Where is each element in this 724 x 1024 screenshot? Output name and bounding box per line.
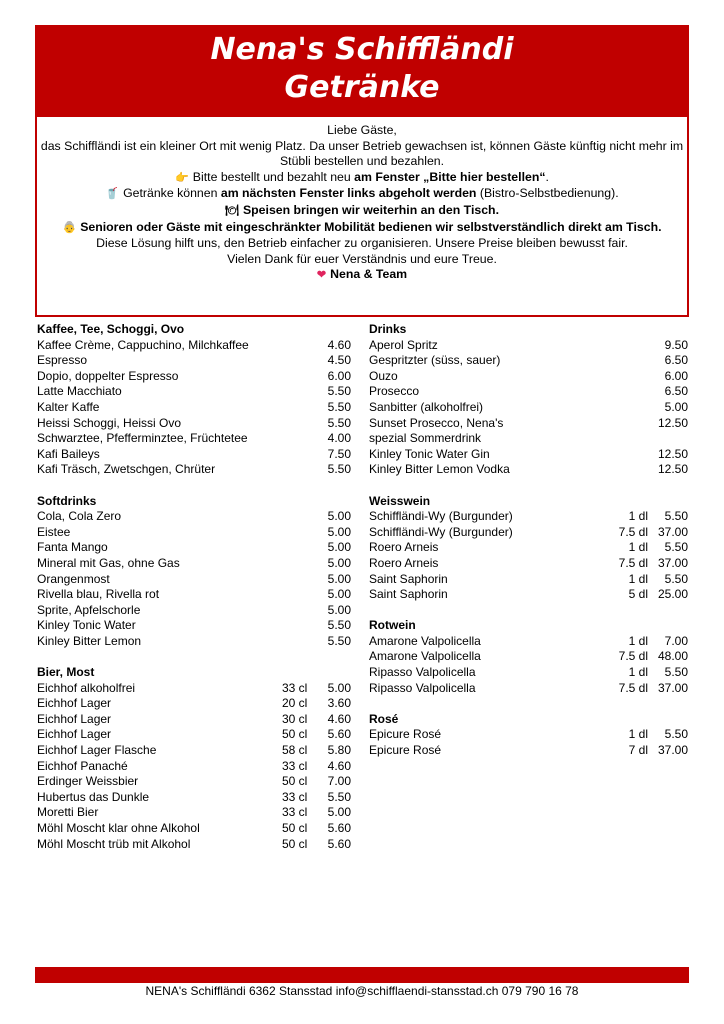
item-price: 4.60	[327, 711, 351, 726]
senior-person-icon: 👵	[62, 221, 77, 234]
item-price: 5.00	[327, 587, 351, 602]
item-quantity: 1 dl	[628, 727, 648, 742]
item-name: Ripasso Valpolicella	[369, 680, 476, 695]
menu-item	[37, 603, 352, 619]
item-name: Sunset Prosecco, Nena's spezial Sommerdrink	[369, 415, 504, 446]
item-price: 7.50	[327, 446, 351, 461]
item-price: 37.00	[657, 680, 688, 695]
menu-item	[369, 338, 689, 354]
item-price: 5.50	[664, 727, 688, 742]
footer-bar	[35, 967, 689, 983]
item-name: Amarone Valpolicella	[369, 649, 481, 664]
item-price: 25.00	[657, 587, 688, 602]
menu-item	[37, 805, 352, 821]
menu-item	[37, 821, 352, 837]
menu-item	[37, 353, 352, 369]
notice-senior-line: 👵 Senioren oder Gäste mit eingeschränkter Mobilität bedienen wir selbstverständlich direkt am Tisch.	[37, 220, 687, 237]
item-price: 6.50	[664, 353, 688, 368]
menu-item	[369, 540, 689, 556]
section-heading: Rotwein	[369, 618, 416, 633]
item-quantity: 50 cl	[282, 821, 308, 835]
menu-item	[37, 837, 352, 853]
item-quantity: 30 cl	[282, 711, 308, 726]
item-name: Aperol Spritz	[369, 337, 438, 352]
item-price: 5.00	[327, 680, 351, 695]
item-price: 12.50	[657, 415, 688, 430]
menu-item	[37, 681, 352, 697]
menu-item	[369, 649, 689, 665]
item-name: Eichhof Lager	[37, 696, 112, 711]
item-price: 5.00	[327, 524, 351, 539]
item-quantity: 50 cl	[282, 774, 308, 789]
item-quantity: 1 dl	[628, 540, 648, 555]
item-quantity: 33 cl	[282, 789, 308, 804]
item-price: 5.50	[664, 665, 688, 680]
menu-header	[35, 25, 689, 117]
section-heading: Weisswein	[369, 493, 431, 508]
item-price: 4.60	[327, 337, 351, 352]
item-price: 7.00	[664, 633, 688, 648]
item-quantity: 50 cl	[282, 836, 308, 851]
section-heading: Bier, Most	[37, 665, 95, 680]
item-quantity: 7.5 dl	[618, 524, 648, 539]
section-softdrinks	[37, 494, 352, 650]
menu-item	[369, 665, 689, 681]
item-name: Sanbitter (alkoholfrei)	[369, 399, 484, 414]
menu-item	[37, 369, 352, 385]
menu-item	[369, 447, 689, 463]
section-rose	[369, 712, 689, 759]
item-price: 5.50	[327, 384, 351, 399]
item-name: Espresso	[37, 353, 88, 368]
menu-item	[369, 369, 689, 385]
item-name: Kafi Baileys	[37, 446, 100, 461]
item-price: 5.00	[327, 509, 351, 524]
menu-item	[369, 572, 689, 588]
item-name: Kalter Kaffe	[37, 399, 100, 414]
item-name: Schiffländi-Wy (Burgunder)	[369, 524, 513, 539]
item-name: Epicure Rosé	[369, 743, 442, 758]
item-name: Latte Macchiato	[37, 384, 122, 399]
menu-item	[369, 462, 689, 478]
item-quantity: 33 cl	[282, 758, 308, 773]
menu-item	[37, 774, 352, 790]
section-weisswein	[369, 494, 689, 603]
item-name: Orangenmost	[37, 571, 110, 586]
item-price: 5.60	[327, 727, 351, 742]
item-quantity: 33 cl	[282, 805, 308, 820]
item-price: 48.00	[657, 649, 688, 664]
section-drinks	[369, 322, 689, 478]
item-name: Eichhof alkoholfrei	[37, 680, 136, 695]
item-name: Gespritzter (süss, sauer)	[369, 353, 501, 368]
item-quantity: 1 dl	[628, 633, 648, 648]
item-name: Kinley Tonic Water	[37, 618, 136, 633]
item-price: 5.60	[327, 836, 351, 851]
item-price: 5.50	[327, 633, 351, 648]
item-name: Cola, Cola Zero	[37, 509, 122, 524]
item-name: Kinley Bitter Lemon Vodka	[369, 462, 510, 477]
menu-item	[37, 384, 352, 400]
menu-item	[369, 634, 689, 650]
notice-pickup-line: 🥤 Getränke können am nächsten Fenster links abgeholt werden (Bistro-Selbstbedienung).	[37, 186, 687, 203]
item-price: 12.50	[657, 446, 688, 461]
item-quantity: 7 dl	[628, 743, 648, 758]
item-name: Amarone Valpolicella	[369, 633, 481, 648]
menu-item	[37, 587, 352, 603]
item-name: Heissi Schoggi, Heissi Ovo	[37, 415, 182, 430]
item-name: Eichhof Panaché	[37, 758, 128, 773]
menu-item	[37, 727, 352, 743]
section-heading: Rosé	[369, 711, 399, 726]
plate-cutlery-icon: 🍽	[225, 204, 239, 217]
item-quantity: 5 dl	[628, 587, 648, 602]
item-price: 5.50	[327, 618, 351, 633]
menu-item	[369, 384, 689, 400]
menu-item	[37, 790, 352, 806]
item-price: 5.00	[327, 571, 351, 586]
menu-item	[37, 447, 352, 463]
item-price: 4.50	[327, 353, 351, 368]
restaurant-title: Nena's Schiffländi	[210, 32, 514, 67]
item-price: 5.00	[327, 555, 351, 570]
menu-item	[369, 400, 689, 416]
item-quantity: 58 cl	[282, 743, 308, 758]
notice-thanks-line: Vielen Dank für euer Verständnis und eure Treue.	[227, 251, 497, 266]
item-price: 5.50	[327, 399, 351, 414]
item-price: 7.00	[327, 774, 351, 789]
menu-item	[37, 338, 352, 354]
item-name: Eichhof Lager	[37, 711, 112, 726]
item-name: Möhl Moscht klar ohne Alkohol	[37, 821, 200, 835]
section-heading: Softdrinks	[37, 493, 97, 508]
footer-contact: NENA's Schiffländi 6362 Stansstad info@schifflaendi-stansstad.ch 079 790 16 78	[145, 984, 579, 998]
item-name: Möhl Moscht trüb mit Alkohol	[37, 836, 191, 851]
item-quantity: 7.5 dl	[618, 649, 648, 664]
menu-item	[37, 696, 352, 712]
menu-item	[37, 462, 352, 478]
menu-item	[37, 540, 352, 556]
item-name: Epicure Rosé	[369, 727, 442, 742]
menu-item	[37, 712, 352, 728]
item-name: Roero Arneis	[369, 540, 439, 555]
item-price: 5.50	[327, 462, 351, 477]
hand-pointing-icon: 👉	[175, 171, 189, 184]
menu-right-column	[369, 322, 689, 774]
item-price: 6.50	[664, 384, 688, 399]
item-quantity: 50 cl	[282, 727, 308, 742]
item-name: Schiffländi-Wy (Burgunder)	[369, 509, 513, 524]
item-price: 5.00	[327, 540, 351, 555]
item-name: Eichhof Lager	[37, 727, 112, 742]
menu-item	[369, 587, 689, 603]
item-name: Hubertus das Dunkle	[37, 789, 150, 804]
item-name: Kafi Träsch, Zwetschgen, Chrüter	[37, 462, 216, 477]
item-price: 5.50	[664, 571, 688, 586]
menu-item	[37, 572, 352, 588]
item-price: 9.50	[664, 337, 688, 352]
section-kaffee	[37, 322, 352, 478]
section-heading: Drinks	[369, 322, 407, 336]
menu-item	[37, 618, 352, 634]
item-name: Eichhof Lager Flasche	[37, 743, 157, 758]
menu-item	[369, 509, 689, 525]
menu-item	[37, 416, 352, 432]
item-name: Kinley Tonic Water Gin	[369, 446, 490, 461]
item-name: Rivella blau, Rivella rot	[37, 587, 160, 602]
item-price: 5.50	[327, 415, 351, 430]
item-price: 5.50	[327, 789, 351, 804]
heart-icon: ❤	[316, 269, 327, 282]
item-price: 37.00	[657, 743, 688, 758]
menu-item	[37, 431, 352, 447]
item-price: 4.60	[327, 758, 351, 773]
notice-food-line: 🍽 Speisen bringen wir weiterhin an den Tisch.	[37, 203, 687, 220]
item-price: 5.00	[664, 399, 688, 414]
notice-signature: ❤ Nena & Team	[37, 267, 687, 284]
item-quantity: 7.5 dl	[618, 555, 648, 570]
menu-left-column	[37, 322, 352, 868]
item-price: 6.00	[327, 368, 351, 383]
item-price: 6.00	[664, 368, 688, 383]
section-bier-most	[37, 665, 352, 852]
item-price: 5.50	[664, 540, 688, 555]
menu-title: Getränke	[284, 70, 440, 105]
item-price: 5.00	[327, 602, 351, 617]
item-name: Ripasso Valpolicella	[369, 665, 476, 680]
section-heading: Kaffee, Tee, Schoggi, Ovo	[37, 322, 185, 336]
menu-item	[369, 353, 689, 369]
item-name: Saint Saphorin	[369, 571, 448, 586]
menu-item	[369, 416, 689, 447]
item-price: 37.00	[657, 524, 688, 539]
item-name: Erdinger Weissbier	[37, 774, 139, 789]
drink-cup-icon: 🥤	[105, 188, 120, 201]
item-name: Kinley Bitter Lemon	[37, 633, 142, 648]
menu-item	[37, 634, 352, 650]
notice-greeting: Liebe Gäste,	[327, 123, 397, 137]
item-name: Prosecco	[369, 384, 420, 399]
menu-item	[37, 509, 352, 525]
item-name: Schwarztee, Pfefferminztee, Früchtetee	[37, 431, 248, 446]
menu-item	[37, 743, 352, 759]
notice-solution-line: Diese Lösung hilft uns, den Betrieb einfacher zu organisieren. Unsere Preise bleiben bewusst fair.	[96, 236, 628, 251]
menu-item	[369, 556, 689, 572]
item-name: Saint Saphorin	[369, 587, 448, 602]
item-name: Ouzo	[369, 368, 398, 383]
notice-paragraph: das Schiffländi ist ein kleiner Ort mit wenig Platz. Da unser Betrieb gewachsen ist, können Gäste künftig nicht mehr im Stübli bestellen und bezahlen.	[40, 138, 684, 169]
item-quantity: 1 dl	[628, 571, 648, 586]
item-price: 12.50	[657, 462, 688, 477]
menu-item	[37, 400, 352, 416]
item-quantity: 20 cl	[282, 696, 308, 711]
item-price: 5.80	[327, 743, 351, 758]
item-quantity: 1 dl	[628, 509, 648, 524]
menu-item	[369, 727, 689, 743]
item-name: Roero Arneis	[369, 555, 439, 570]
item-price: 5.00	[327, 805, 351, 820]
item-quantity: 7.5 dl	[618, 680, 648, 695]
notice-order-line: 👉 Bitte bestellt und bezahlt neu am Fenster „Bitte hier bestellen“.	[37, 170, 687, 187]
menu-item	[37, 525, 352, 541]
item-name: Kaffee Crème, Cappuchino, Milchkaffee	[37, 337, 249, 352]
menu-item	[369, 743, 689, 759]
section-rotwein	[369, 618, 689, 696]
item-price: 37.00	[657, 555, 688, 570]
item-price: 4.00	[327, 431, 351, 446]
menu-item	[369, 681, 689, 697]
guest-notice	[35, 116, 689, 317]
menu-item	[37, 759, 352, 775]
menu-item	[369, 525, 689, 541]
item-name: Mineral mit Gas, ohne Gas	[37, 555, 180, 570]
item-quantity: 33 cl	[282, 680, 308, 695]
item-price: 5.60	[327, 821, 351, 835]
item-name: Moretti Bier	[37, 805, 99, 820]
item-name: Eistee	[37, 524, 71, 539]
item-name: Sprite, Apfelschorle	[37, 602, 141, 617]
item-price: 5.50	[664, 509, 688, 524]
item-name: Fanta Mango	[37, 540, 108, 555]
item-quantity: 1 dl	[628, 665, 648, 680]
menu-item	[37, 556, 352, 572]
item-price: 3.60	[327, 696, 351, 711]
item-name: Dopio, doppelter Espresso	[37, 368, 179, 383]
